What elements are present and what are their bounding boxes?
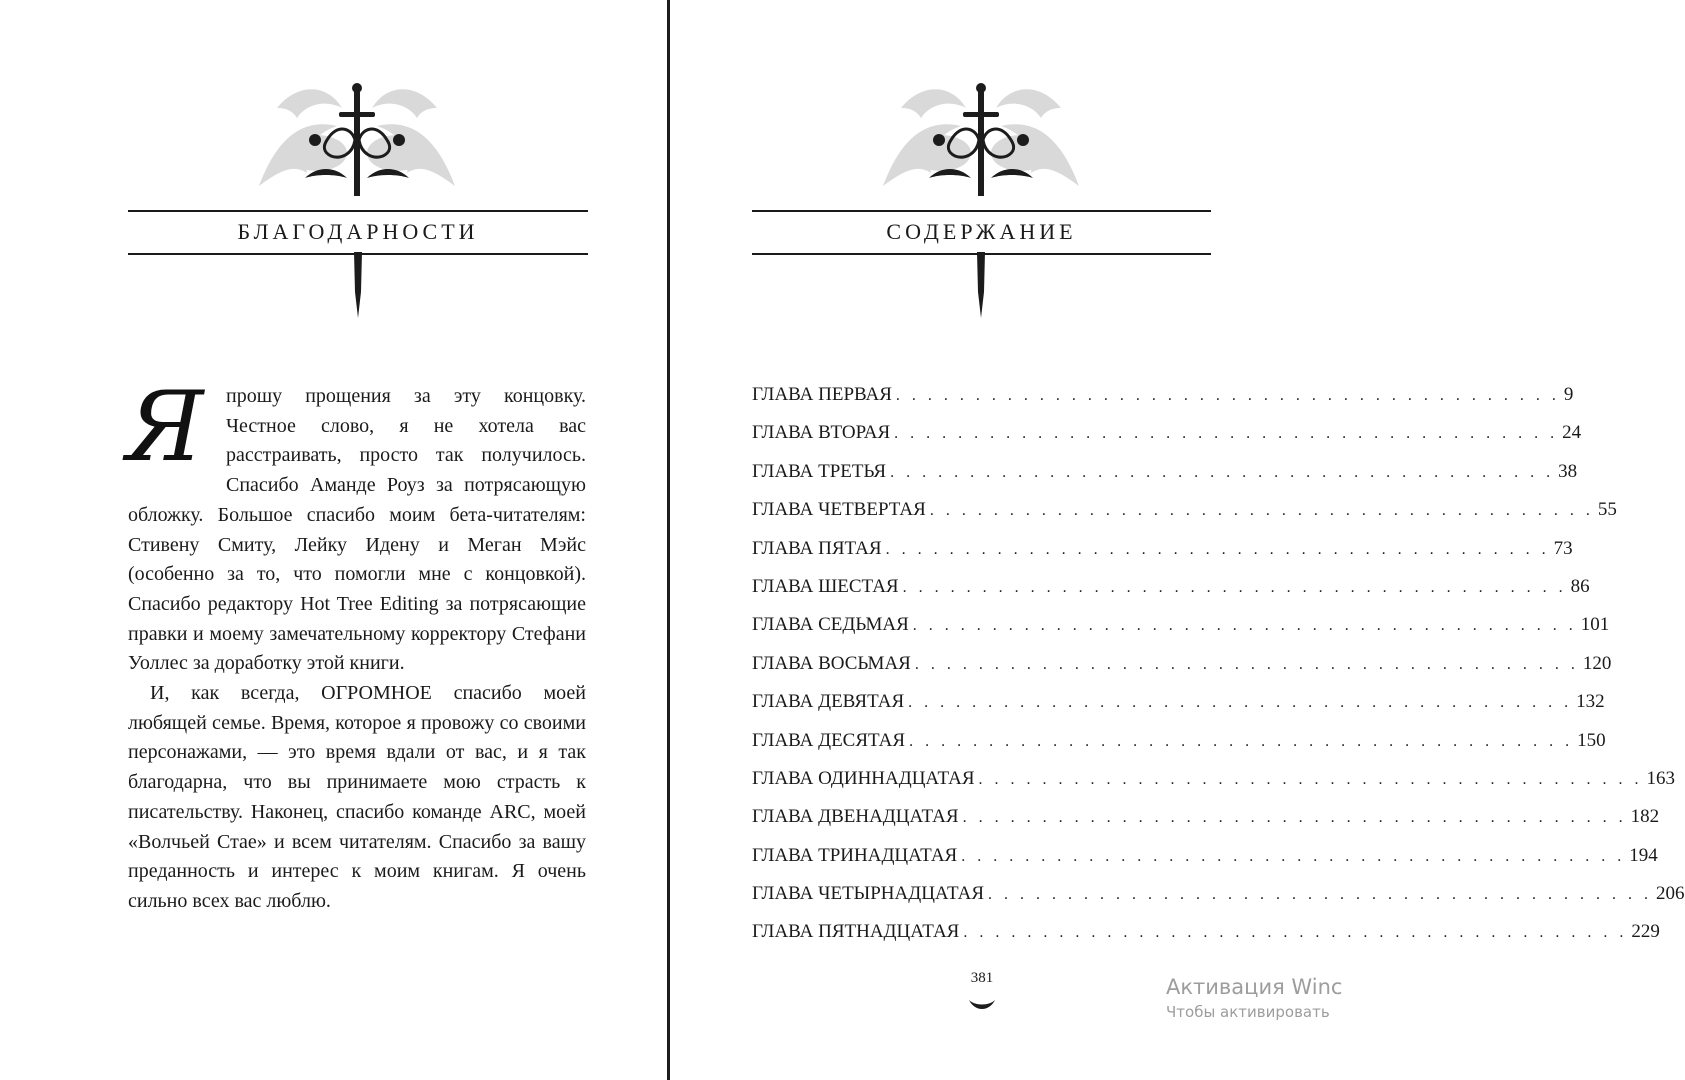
dot-leader: . . . . . . . . . . . . . . . . . . . . . . . . . . . . . . . . . . . . . . . . . .	[902, 578, 1567, 596]
toc-entry-page: 182	[1630, 806, 1660, 828]
toc-entry[interactable]	[752, 806, 1660, 844]
windows-activation-watermark	[1166, 975, 1342, 1021]
dot-leader: . . . . . . . . . . . . . . . . . . . . . . . . . . . . . . . . . . . . . . . . . .	[909, 732, 1574, 750]
dot-leader: . . . . . . . . . . . . . . . . . . . . . . . . . . . . . . . . . . . . . . . . . .	[961, 847, 1626, 865]
toc-entry-page: 73	[1553, 537, 1573, 559]
toc-entry-title: ГЛАВА СЕДЬМАЯ	[752, 614, 909, 636]
toc-entry-page: 163	[1646, 767, 1676, 789]
toc-entry-title: ГЛАВА ВОСЬМАЯ	[752, 652, 911, 674]
toc-entry-title: ГЛАВА ВТОРАЯ	[752, 422, 891, 444]
dot-leader: . . . . . . . . . . . . . . . . . . . . . . . . . . . . . . . . . . . . . . . . . .	[963, 924, 1628, 942]
toc-entry[interactable]	[752, 499, 1617, 537]
left-page	[0, 0, 668, 1080]
watermark-title: Активация Winc	[1166, 975, 1343, 999]
toc-entry-title: ГЛАВА ТРИНАДЦАТАЯ	[752, 844, 958, 866]
toc-entry[interactable]	[752, 729, 1606, 768]
toc-entry-title: ГЛАВА ОДИННАДЦАТАЯ	[752, 767, 975, 789]
toc-entry-page: 38	[1558, 460, 1578, 482]
toc-entry-page: 24	[1562, 422, 1582, 444]
sword-ornament-icon	[257, 78, 457, 198]
dot-leader: . . . . . . . . . . . . . . . . . . . . . . . . . . . . . . . . . . . . . . . . . .	[914, 655, 1579, 673]
dagger-blade-icon	[348, 252, 368, 318]
toc-entry[interactable]	[752, 384, 1574, 422]
dot-leader: . . . . . . . . . . . . . . . . . . . . . . . . . . . . . . . . . . . . . . . . . .	[978, 770, 1643, 788]
toc-entry-page: 132	[1576, 691, 1605, 713]
toc-entry-page: 9	[1563, 384, 1574, 405]
toc-entry[interactable]	[752, 614, 1610, 652]
toc-entry-title: ГЛАВА ПЯТНАДЦАТАЯ	[752, 921, 960, 943]
toc-entry-title: ГЛАВА ЧЕТВЕРТАЯ	[752, 499, 926, 521]
heading-top-rule	[752, 210, 1211, 212]
toc-entry-title: ГЛАВА ЧЕТЫРНАДЦАТАЯ	[752, 883, 985, 905]
right-page	[670, 0, 1685, 1080]
toc-entry-page: 150	[1577, 729, 1606, 751]
dot-leader: . . . . . . . . . . . . . . . . . . . . . . . . . . . . . . . . . . . . . . . . . .	[894, 425, 1559, 443]
toc-entry-page: 194	[1629, 844, 1658, 866]
sword-ornament-icon	[881, 78, 1081, 198]
dot-leader: . . . . . . . . . . . . . . . . . . . . . . . . . . . . . . . . . . . . . . . . . .	[885, 540, 1550, 558]
paragraph: прошу прощения за эту концовку. Честное слово, я не хотела вас расстраивать, просто так получилось. Спасибо Аманде Роуз за потрясающую обложку. Большое спасибо моим бета-читателям: Стивену Смиту, Лейку Идену и Меган Мэйс (особенно за то, что помогли мне с концовкой). Спасибо редактору Hot Tree Editing за потрясающие правки и моему замечательному корректору Стефани Уоллес за доработку этой книги.	[128, 385, 586, 675]
paragraph: И, как всегда, ОГРОМНОЕ спасибо моей любящей семье. Время, которое я провожу со своими персонажами, — это время вдали от вас, и я так благодарна, что вы принимаете мою страсть к писательству. Наконец, спасибо команде ARC, моей «Волчьей Стае» и всем читателям. Спасибо за вашу преданность и интерес к моим книгам. Я очень сильно всех вас люблю.	[128, 682, 586, 912]
toc-entry-title: ГЛАВА ДЕВЯТАЯ	[752, 691, 905, 713]
toc-entry-title: ГЛАВА ТРЕТЬЯ	[752, 460, 887, 482]
dot-leader: . . . . . . . . . . . . . . . . . . . . . . . . . . . . . . . . . . . . . . . . . .	[890, 463, 1555, 481]
dot-leader: . . . . . . . . . . . . . . . . . . . . . . . . . . . . . . . . . . . . . . . . . .	[908, 694, 1573, 712]
toc-entry[interactable]	[752, 537, 1573, 576]
dot-leader: . . . . . . . . . . . . . . . . . . . . . . . . . . . . . . . . . . . . . . . . . .	[988, 886, 1653, 904]
toc-entry-page: 86	[1570, 575, 1590, 597]
dot-leader: . . . . . . . . . . . . . . . . . . . . . . . . . . . . . . . . . . . . . . . . . .	[962, 809, 1627, 827]
toc-entry-title: ГЛАВА ДВЕНАДЦАТАЯ	[752, 806, 959, 828]
toc-entry-page: 55	[1597, 499, 1617, 521]
drop-cap: Я	[126, 371, 204, 483]
toc-entry-title: ГЛАВА ШЕСТАЯ	[752, 575, 899, 597]
toc-entry[interactable]	[752, 921, 1660, 959]
toc-entry[interactable]	[752, 652, 1612, 691]
dot-leader: . . . . . . . . . . . . . . . . . . . . . . . . . . . . . . . . . . . . . . . . . .	[895, 387, 1560, 404]
heading-top-rule	[128, 210, 588, 212]
toc-entry[interactable]	[752, 422, 1582, 460]
feather-icon	[967, 996, 997, 1018]
page-title: БЛАГОДАРНОСТИ	[237, 219, 479, 244]
toc-entry-page: 206	[1656, 883, 1685, 905]
toc-entry-page: 101	[1580, 614, 1610, 636]
acknowledgements-text	[126, 371, 586, 917]
watermark-subtitle: Чтобы активировать	[1166, 1003, 1330, 1021]
toc-entry-title: ГЛАВА ПЯТАЯ	[752, 537, 882, 559]
toc-entry-page: 229	[1631, 921, 1660, 943]
page-title: СОДЕРЖАНИЕ	[886, 219, 1077, 244]
toc-entry-title: ГЛАВА ДЕСЯТАЯ	[752, 729, 906, 751]
toc-entry[interactable]	[752, 883, 1685, 921]
dot-leader: . . . . . . . . . . . . . . . . . . . . . . . . . . . . . . . . . . . . . . . . . .	[929, 502, 1594, 520]
page-number: 381	[970, 970, 994, 986]
toc-entry[interactable]	[752, 460, 1578, 499]
toc-entry[interactable]	[752, 767, 1676, 806]
toc-entry[interactable]	[752, 844, 1658, 883]
toc-entry-page: 120	[1582, 652, 1612, 674]
toc-entry[interactable]	[752, 575, 1590, 614]
table-of-contents	[752, 384, 1685, 960]
toc-entry[interactable]	[752, 691, 1605, 729]
dagger-blade-icon	[971, 252, 991, 318]
dot-leader: . . . . . . . . . . . . . . . . . . . . . . . . . . . . . . . . . . . . . . . . . .	[912, 617, 1577, 635]
toc-entry-title: ГЛАВА ПЕРВАЯ	[752, 384, 892, 405]
